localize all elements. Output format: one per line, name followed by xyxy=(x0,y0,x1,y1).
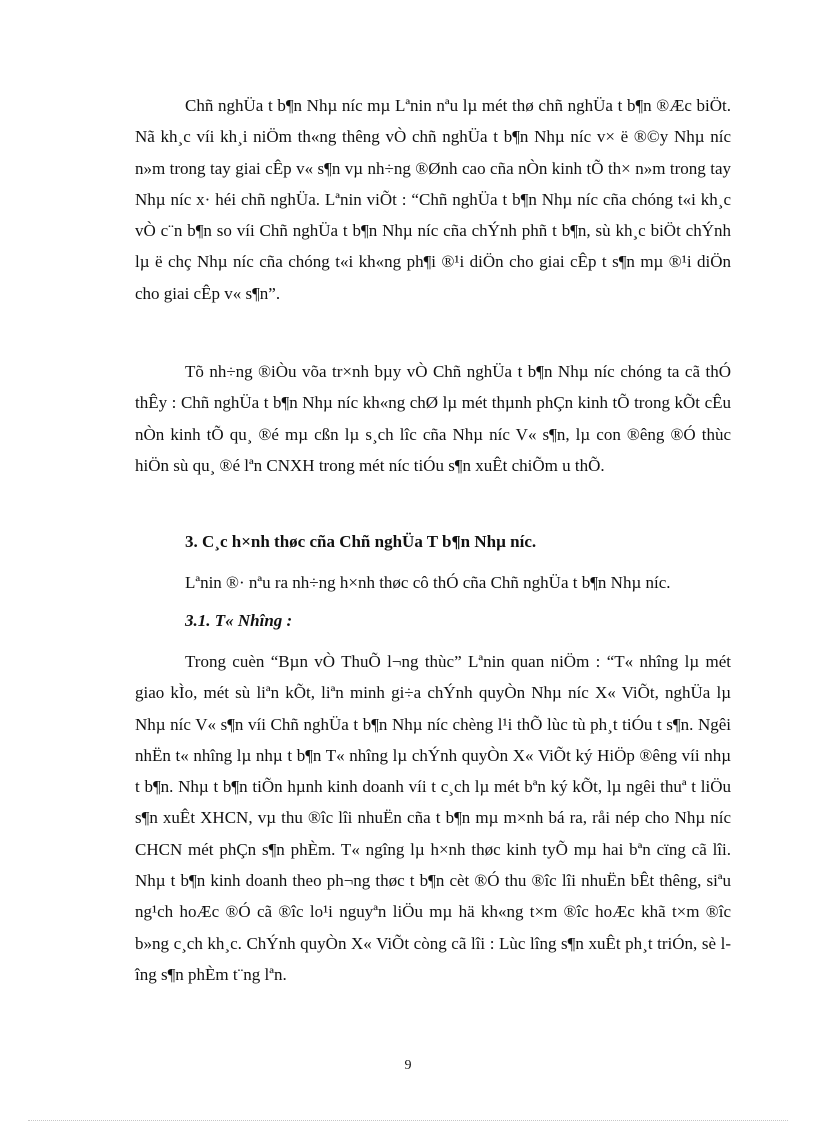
section-heading: 3. C¸c h×nh thøc cña Chñ nghÜa T b¶n Nhµ níc. xyxy=(185,532,537,551)
subsection-heading: 3.1. T« Nhîng : xyxy=(185,611,293,630)
footer-divider xyxy=(28,1120,788,1121)
subsection-paragraph: Trong cuèn “Bµn vÒ ThuÕ l¬ng thùc” Lªnin quan niÖm : “T« nhîng lµ mét giao kÌo, mét sù liªn kÕt, liªn minh gi÷a chÝnh quyÒn Nhµ níc X« ViÕt, nghÜa lµ Nhµ níc V« s¶n víi Chñ nghÜa t b¶n Nhµ níc chèng l¹i thÕ lùc tù ph¸t tiÓu t s¶n. Ngêi nhËn t« nhîng lµ nhµ t b¶n T« nhîng lµ chÝnh quyÒn X« ViÕt ký HiÖp ®êng víi nhµ t b¶n. Nhµ t b¶n tiÕn hµnh kinh doanh víi t c¸ch lµ mét bªn ký kÕt, lµ ngêi thuª t liÖu s¶n xuÊt XHCN, vµ thu ®îc lîi nhuËn cña t b¶n mµ m×nh bá ra, råi nép cho Nhµ níc CHCN mét phÇn s¶n phÈm. T« ngîng lµ h×nh thøc kinh tyÕ mµ hai bªn cïng cã lîi. Nhµ t b¶n kinh doanh theo ph¬ng thøc t b¶n cèt ®Ó thu ®îc lîi nhuËn bÊt thêng, siªu ng¹ch hoÆc ®Ó cã ®îc lo¹i nguyªn liÖu mµ hä kh«ng t×m ®îc hoÆc khã t×m ®îc b»ng c¸ch kh¸c. ChÝnh quyÒn X« ViÕt còng cã lîi : Lùc lîng s¶n xuÊt ph¸t triÓn, sè lîng s¶n phÈm t¨ng lªn. xyxy=(135,652,731,984)
page-number: 9 xyxy=(404,1058,412,1073)
paragraph-1: Chñ nghÜa t b¶n Nhµ níc mµ Lªnin nªu lµ mét thø chñ nghÜa t b¶n ®Æc biÖt. Nã kh¸c víi kh¸i niÖm th«ng thêng vÒ chñ nghÜa t b¶n Nhµ níc v× ë ®©y Nhµ níc n»m trong tay giai cÊp v« s¶n vµ nh÷ng ®Ønh cao cña nÒn kinh tÕ th× n»m trong tay Nhµ níc x· héi chñ nghÜa. Lªnin viÕt : “Chñ nghÜa t b¶n Nhµ níc cña chóng t«i kh¸c vÒ c¨n b¶n so víi Chñ nghÜa t b¶n Nhµ níc cña chÝnh phñ t b¶n, sù kh¸c biÖt chÝnh lµ ë chç Nhµ níc cña chóng t«i kh«ng ph¶i ®¹i diÖn cho giai cÊp t s¶n mµ ®¹i diÖn cho giai cÊp v« s¶n”. xyxy=(135,96,731,303)
paragraph-2: Tõ nh÷ng ®iÒu võa tr×nh bµy vÒ Chñ nghÜa t b¶n Nhµ níc chóng ta cã thÓ thÊy : Chñ nghÜa t b¶n Nhµ níc kh«ng chØ lµ mét thµnh phÇn kinh tÕ trong kÕt cÊu nÒn kinh tÕ qu¸ ®é mµ cßn lµ s¸ch lîc cña Nhµ níc V« s¶n, lµ con ®êng ®Ó thùc hiÖn sù qu¸ ®é lªn CNXH trong mét níc tiÓu s¶n xuÊt chiÕm u thÕ. xyxy=(135,362,731,475)
section-intro: Lªnin ®· nªu ra nh÷ng h×nh thøc cô thÓ cña Chñ nghÜa t b¶n Nhµ níc. xyxy=(185,573,671,592)
